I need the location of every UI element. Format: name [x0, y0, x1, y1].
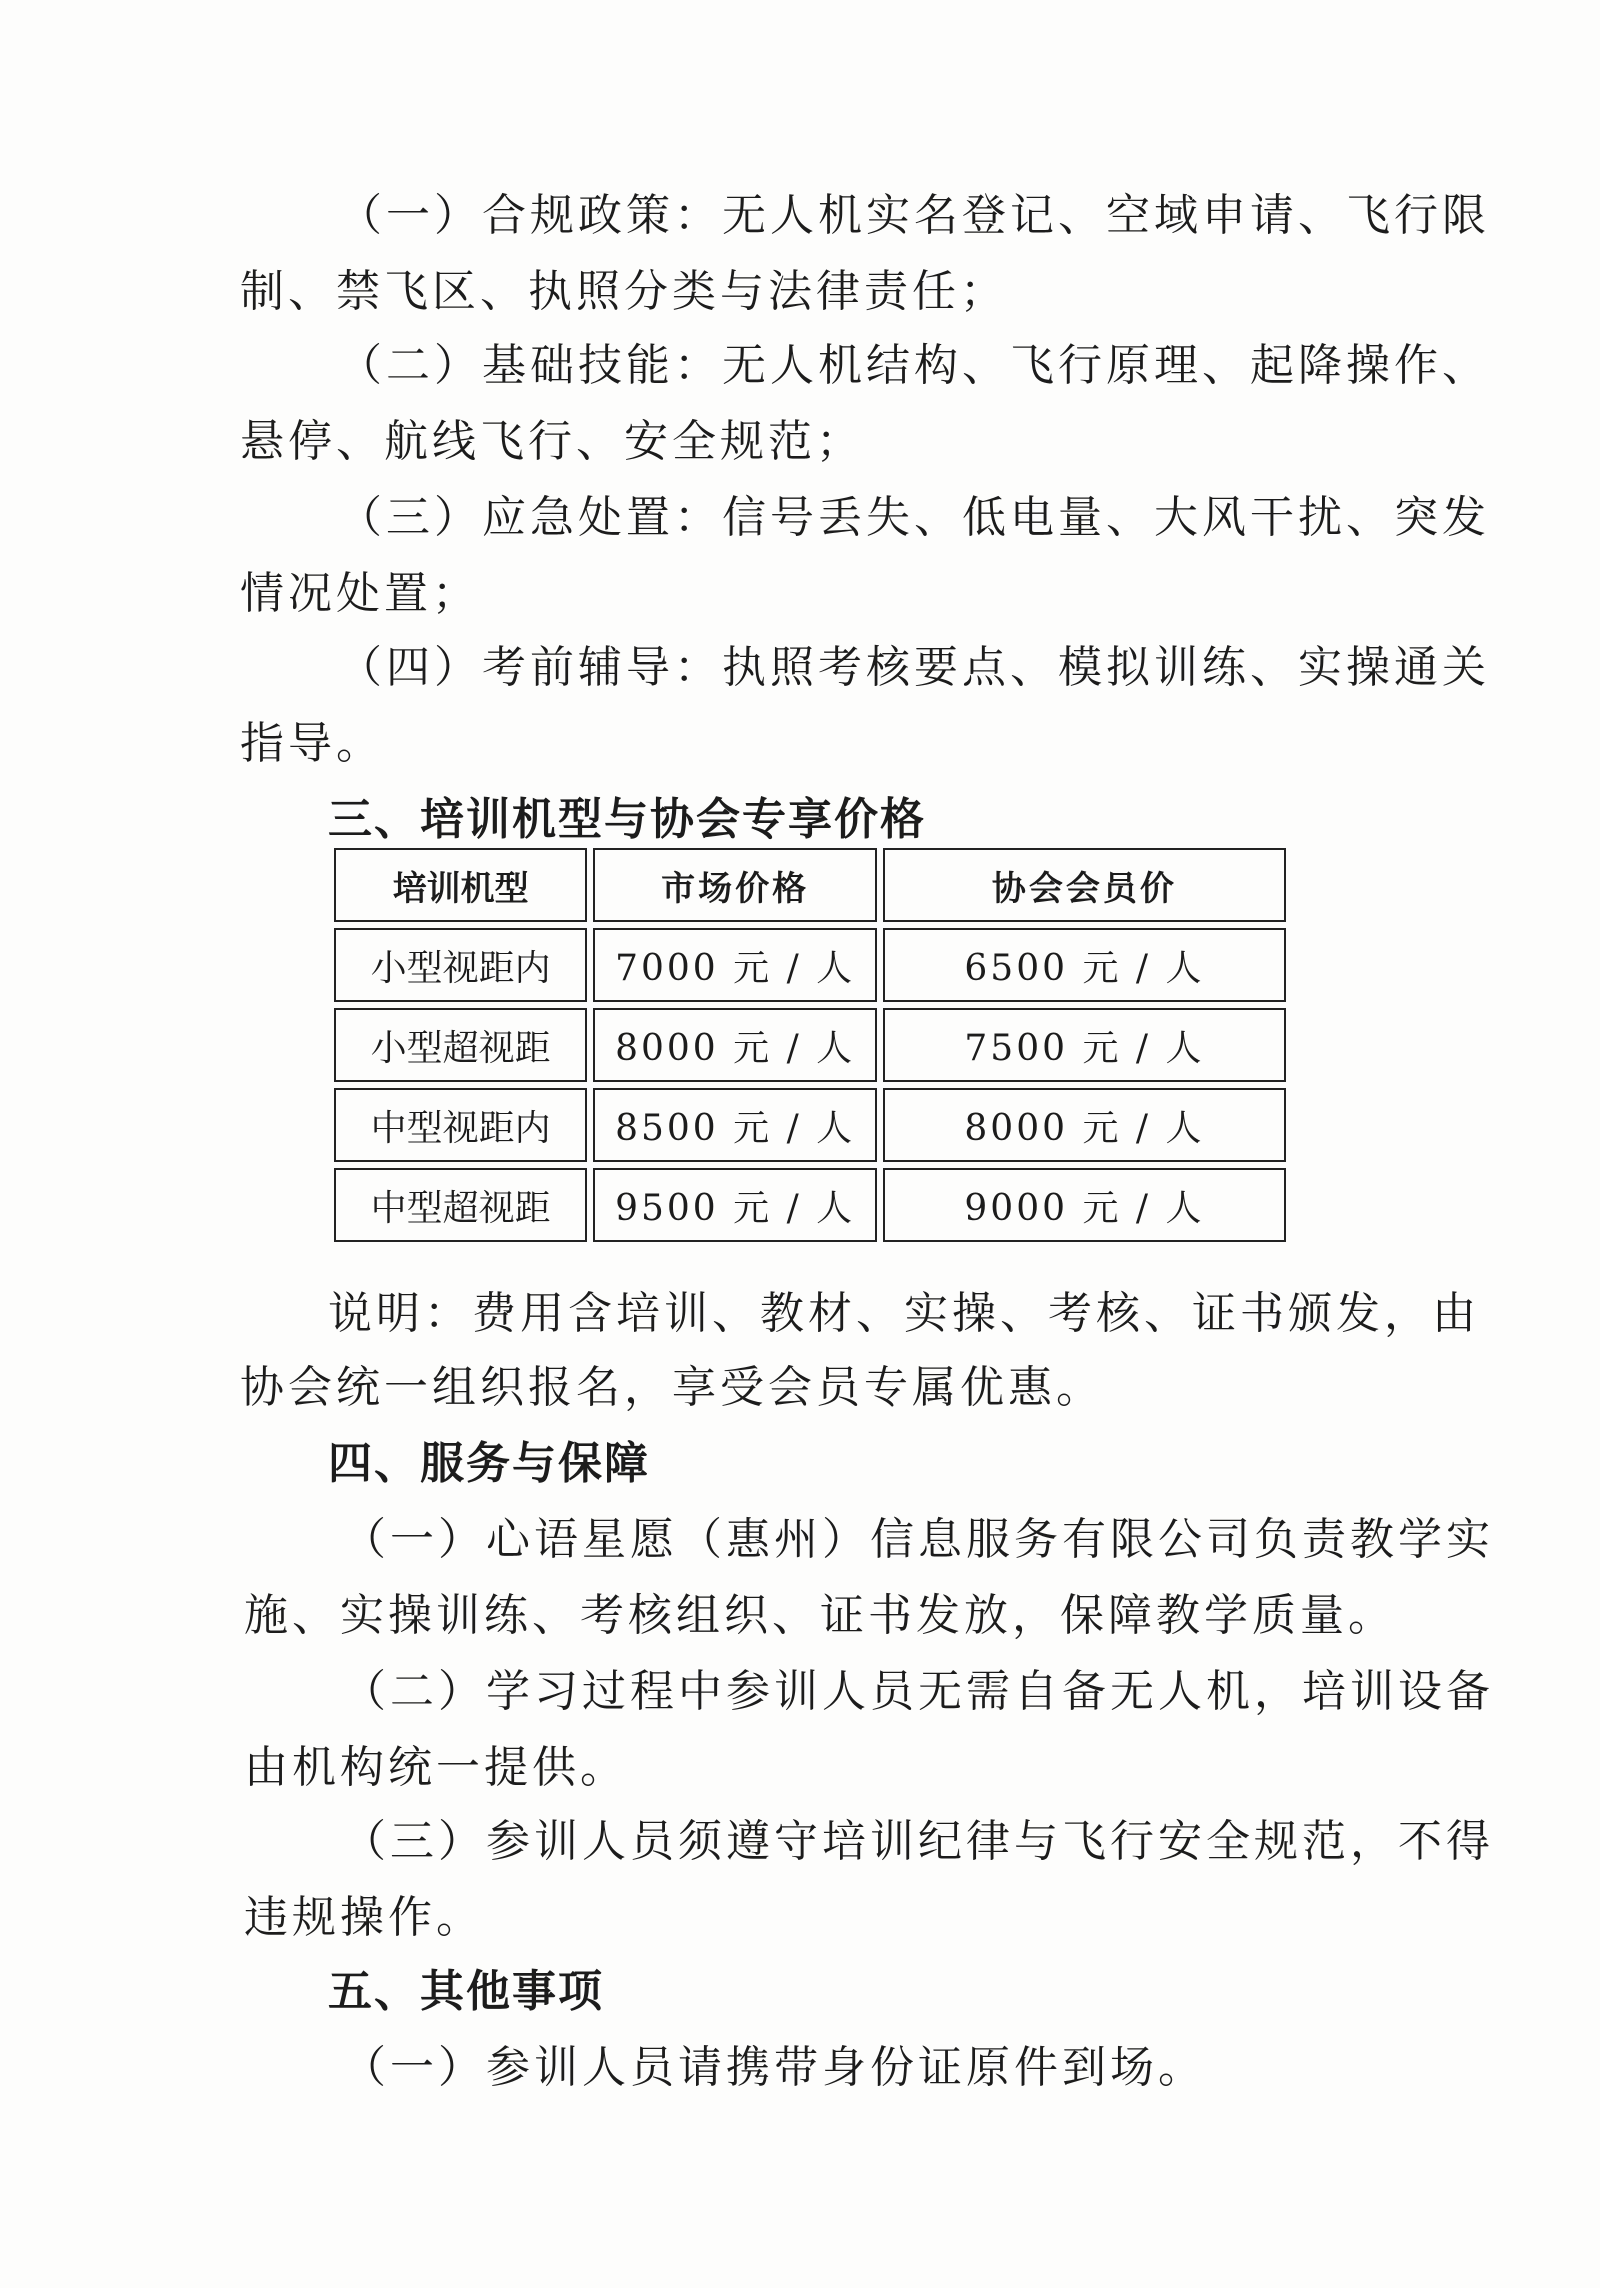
cell-model: 小型超视距 — [334, 1008, 587, 1082]
cell-market-price: 9500 元 / 人 — [593, 1168, 876, 1242]
section-5-heading: 五、其他事项 — [328, 1966, 604, 2017]
cell-member-price: 6500 元 / 人 — [883, 928, 1286, 1002]
cell-member-price: 8000 元 / 人 — [883, 1088, 1286, 1162]
cell-market-price: 8000 元 / 人 — [593, 1008, 876, 1082]
s4-item-3-line-2: 违规操作。 — [244, 1892, 484, 1943]
cell-model: 小型视距内 — [334, 928, 587, 1002]
table-row — [334, 1008, 1286, 1082]
s2-item-4-line-1: （四）考前辅导：执照考核要点、模拟训练、实操通关 — [338, 642, 1490, 693]
s4-item-2-line-1: （二）学习过程中参训人员无需自备无人机，培训设备 — [342, 1666, 1494, 1717]
s4-item-3-line-1: （三）参训人员须遵守培训纪律与飞行安全规范，不得 — [342, 1816, 1494, 1867]
cell-member-price: 9000 元 / 人 — [883, 1168, 1286, 1242]
s2-item-3-line-2: 情况处置； — [240, 568, 480, 619]
s5-item-1-line-1: （一）参训人员请携带身份证原件到场。 — [342, 2042, 1206, 2093]
s4-item-1-line-1: （一）心语星愿（惠州）信息服务有限公司负责教学实 — [342, 1514, 1494, 1565]
header-model: 培训机型 — [334, 848, 587, 922]
table-row — [334, 1168, 1286, 1242]
s2-item-1-line-2: 制、禁飞区、执照分类与法律责任； — [240, 266, 1008, 317]
table-row — [334, 1088, 1286, 1162]
table-note-line-2: 协会统一组织报名，享受会员专属优惠。 — [240, 1362, 1104, 1413]
table-note-line-1: 说明：费用含培训、教材、实操、考核、证书颁发，由 — [328, 1288, 1480, 1339]
section-4-heading: 四、服务与保障 — [328, 1438, 650, 1489]
s4-item-1-line-2: 施、实操训练、考核组织、证书发放，保障教学质量。 — [244, 1590, 1396, 1641]
s2-item-4-line-2: 指导。 — [240, 718, 384, 769]
header-market-price: 市场价格 — [593, 848, 876, 922]
cell-market-price: 8500 元 / 人 — [593, 1088, 876, 1162]
section-3-heading: 三、培训机型与协会专享价格 — [328, 794, 926, 845]
s2-item-2-line-1: （二）基础技能：无人机结构、飞行原理、起降操作、 — [338, 340, 1490, 391]
s4-item-2-line-2: 由机构统一提供。 — [244, 1742, 628, 1793]
s2-item-1-line-1: （一）合规政策：无人机实名登记、空域申请、飞行限 — [338, 190, 1490, 241]
cell-model: 中型超视距 — [334, 1168, 587, 1242]
price-table — [328, 842, 1292, 1248]
s2-item-3-line-1: （三）应急处置：信号丢失、低电量、大风干扰、突发 — [338, 492, 1490, 543]
cell-market-price: 7000 元 / 人 — [593, 928, 876, 1002]
s2-item-2-line-2: 悬停、航线飞行、安全规范； — [240, 416, 864, 467]
table-row — [334, 928, 1286, 1002]
table-header-row — [334, 848, 1286, 922]
cell-member-price: 7500 元 / 人 — [883, 1008, 1286, 1082]
header-member-price: 协会会员价 — [883, 848, 1286, 922]
cell-model: 中型视距内 — [334, 1088, 587, 1162]
